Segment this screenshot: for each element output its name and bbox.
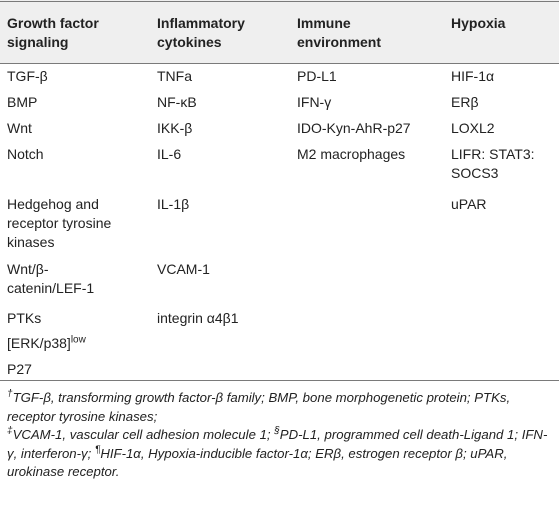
- cell-line: [451, 145, 535, 164]
- cell-line: [451, 93, 479, 112]
- cell-line: [7, 309, 41, 328]
- table-cell-growth-factor: [7, 309, 41, 328]
- footnote-para-text: HIF-1α, Hypoxia-inducible factor-1α; ERβ, estrogen receptor β; uPAR, urokinase receptor.: [7, 445, 508, 479]
- table-cell-growth-factor: [7, 93, 37, 112]
- table-cell-growth-factor: [7, 119, 32, 138]
- cell-text: receptor tyrosine: [7, 215, 112, 231]
- cell-text: [ERK/p38]: [7, 335, 71, 351]
- cell-text: BMP: [7, 94, 38, 110]
- cell-text: TGF-β: [7, 68, 48, 84]
- cell-line: [157, 93, 197, 112]
- cell-line: [7, 195, 111, 214]
- table-cell-growth-factor: [7, 67, 48, 86]
- cell-line: [7, 360, 32, 379]
- ddagger-mark: ‡: [7, 425, 13, 437]
- table-cell-growth-factor: [7, 195, 111, 252]
- cell-line: [7, 279, 94, 298]
- cell-line: [7, 260, 94, 279]
- footnote-ddagger-text: VCAM-1, vascular cell adhesion molecule 1;: [12, 427, 275, 442]
- cell-line: [7, 214, 111, 233]
- table-cell-inflammatory-cytokines: [157, 145, 181, 164]
- table-cell-immune-environment: [297, 93, 331, 112]
- cell-text: Wnt: [7, 120, 32, 136]
- cell-line: [297, 67, 337, 86]
- cell-text: kinases: [7, 234, 55, 250]
- column-header-line: Inflammatory: [157, 15, 245, 31]
- table-cell-inflammatory-cytokines: [157, 260, 210, 279]
- column-header-line: Growth factor: [7, 15, 99, 31]
- cell-line: [7, 233, 111, 252]
- column-header-inflammatory-cytokines: [157, 14, 245, 52]
- table-footnotes: [7, 389, 553, 482]
- cell-line: [157, 145, 181, 164]
- top-rule: [0, 1, 559, 2]
- cell-line: [157, 119, 192, 138]
- cell-text: P27: [7, 361, 32, 377]
- cell-text: LOXL2: [451, 120, 495, 136]
- cell-text: LIFR: STAT3:: [451, 146, 535, 162]
- cell-line: [157, 67, 192, 86]
- cell-text: PTKs: [7, 310, 42, 326]
- cell-text: M2 macrophages: [297, 146, 406, 162]
- cell-text: IL-1β: [157, 196, 190, 212]
- column-header-line: signaling: [7, 34, 69, 50]
- table-cell-immune-environment: [297, 67, 337, 86]
- footnote-ddagger: [7, 426, 553, 482]
- dagger-mark: †: [7, 388, 13, 400]
- cell-line: [157, 195, 189, 214]
- cell-text: PD-L1: [297, 68, 337, 84]
- para-mark: ¶: [94, 444, 101, 456]
- cell-text: Notch: [7, 146, 44, 162]
- cell-line: [7, 119, 32, 138]
- bottom-rule: [0, 380, 559, 381]
- cell-text: integrin α4β1: [157, 310, 239, 326]
- column-header-line: environment: [297, 34, 382, 50]
- cell-line: [451, 119, 495, 138]
- cell-text: IL-6: [157, 146, 182, 162]
- column-header-hypoxia: [451, 14, 505, 33]
- footnote-section-text: PD-L1, programmed cell death-Ligand 1; IFN-γ, interferon-γ;: [7, 427, 548, 461]
- section-mark: §: [274, 425, 280, 437]
- cell-line: [7, 334, 86, 353]
- column-header-immune-environment: [297, 14, 381, 52]
- table-cell-growth-factor: [7, 145, 44, 164]
- table-cell-hypoxia: [451, 93, 479, 112]
- cell-text: ERβ: [451, 94, 479, 110]
- footnote-dagger-text: TGF-β, transforming growth factor-β family; BMP, bone morphogenetic protein; PTKs, receptor tyrosine kinases;: [7, 390, 511, 424]
- cell-line: [297, 119, 411, 138]
- cell-text: uPAR: [451, 196, 487, 212]
- column-header-growth-factor: [7, 14, 99, 52]
- table-cell-inflammatory-cytokines: [157, 93, 197, 112]
- cell-text: IDO-Kyn-AhR-p27: [297, 120, 411, 136]
- table-cell-growth-factor: [7, 260, 94, 298]
- column-header-line: Hypoxia: [451, 15, 506, 31]
- cell-text: HIF-1α: [451, 68, 495, 84]
- cell-text: TNFa: [157, 68, 192, 84]
- cell-line: [7, 145, 44, 164]
- cell-text: IKK-β: [157, 120, 193, 136]
- cell-line: [297, 93, 331, 112]
- column-header-line: cytokines: [157, 34, 222, 50]
- footnote-dagger: [7, 389, 553, 426]
- table-cell-immune-environment: [297, 119, 411, 138]
- cell-line: [7, 67, 48, 86]
- table-cell-inflammatory-cytokines: [157, 309, 239, 328]
- table-cell-hypoxia: [451, 195, 487, 214]
- cell-line: [157, 260, 210, 279]
- cell-line: [297, 145, 405, 164]
- table-cell-inflammatory-cytokines: [157, 195, 189, 214]
- cell-line: [7, 93, 37, 112]
- header-rule: [0, 63, 559, 64]
- erk-superscript: low: [70, 334, 86, 346]
- table-cell-immune-environment: [297, 145, 405, 164]
- table-cell-hypoxia: [451, 119, 495, 138]
- table-cell-inflammatory-cytokines: [157, 119, 192, 138]
- cell-line: [157, 309, 239, 328]
- table-cell-hypoxia: [451, 145, 535, 183]
- cell-text: catenin/LEF-1: [7, 280, 95, 296]
- cell-text: SOCS3: [451, 165, 499, 181]
- column-header-line: Immune: [297, 15, 351, 31]
- cell-text: IFN-γ: [297, 94, 332, 110]
- table-cell-growth-factor: [7, 334, 86, 353]
- cell-line: [451, 164, 535, 183]
- table-cell-hypoxia: [451, 67, 494, 86]
- cell-line: [451, 195, 487, 214]
- table-cell-growth-factor: [7, 360, 32, 379]
- cell-line: [451, 67, 494, 86]
- cell-text: NF-κB: [157, 94, 197, 110]
- cell-text: Hedgehog and: [7, 196, 99, 212]
- table-cell-inflammatory-cytokines: [157, 67, 192, 86]
- cell-text: VCAM-1: [157, 261, 210, 277]
- cell-text: Wnt/β-: [7, 261, 49, 277]
